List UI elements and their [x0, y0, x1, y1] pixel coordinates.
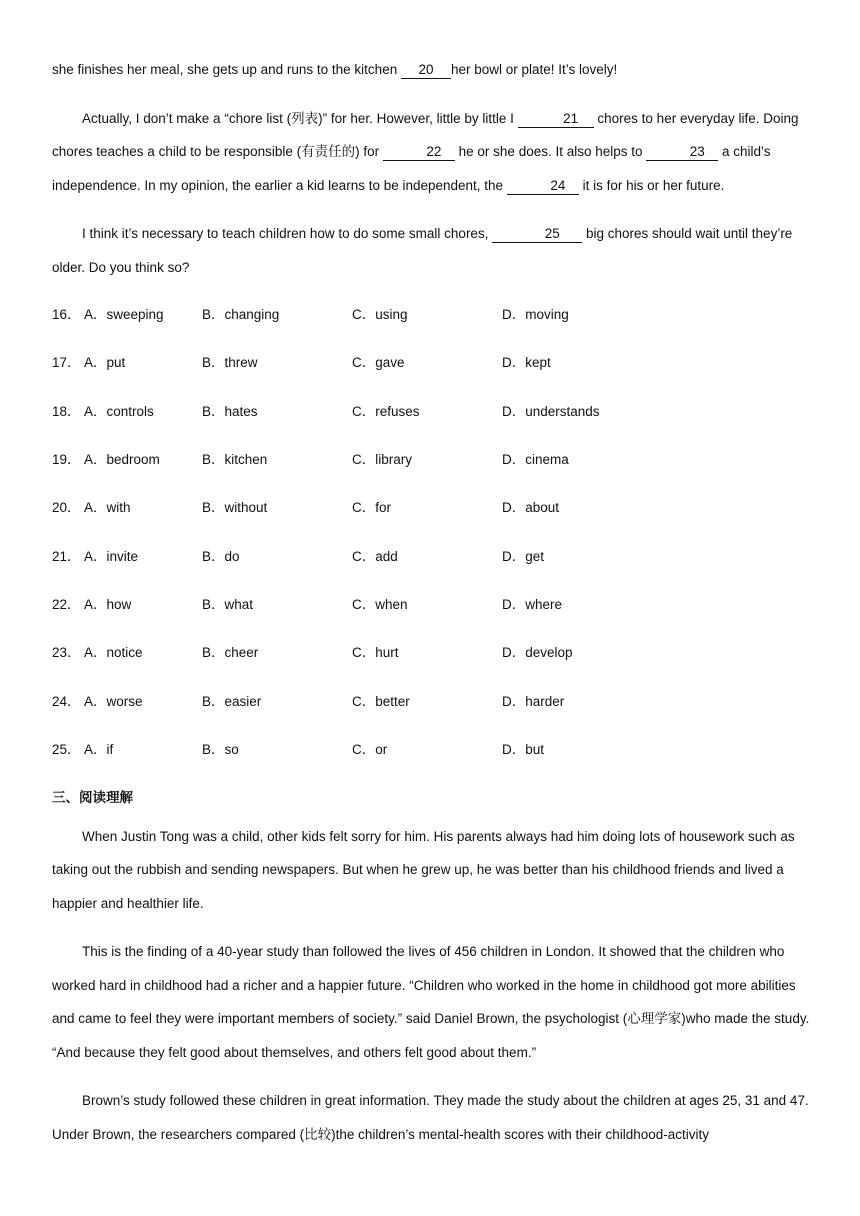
option-a: A．if	[84, 741, 114, 757]
option-a: A．with	[84, 500, 131, 516]
question-number: 21．	[52, 548, 81, 564]
cloze-paragraph-1: she finishes her meal, she gets up and runs to the kitchen 20 her bowl or plate! It’s lovely!	[52, 62, 618, 77]
option-a: A．worse	[84, 693, 143, 709]
option-b: B．so	[202, 741, 239, 757]
option-d: D．but	[502, 741, 545, 757]
option-b: B．what	[202, 596, 254, 612]
document-page	[52, 0, 812, 1151]
question-row	[52, 530, 812, 578]
question-row	[52, 675, 812, 723]
option-a: A．invite	[84, 548, 139, 564]
section-title: 三、阅读理解	[52, 789, 133, 805]
question-row	[52, 627, 812, 675]
option-a: A．sweeping	[84, 307, 164, 323]
question-number: 18．	[52, 403, 81, 419]
option-a: A．bedroom	[84, 452, 160, 468]
option-a: A．put	[84, 355, 126, 371]
option-c: C．library	[352, 452, 413, 468]
option-a: A．notice	[84, 645, 143, 661]
blank-21: 21	[518, 110, 594, 128]
question-row	[52, 337, 812, 385]
option-a: A．controls	[84, 403, 154, 419]
question-number: 16．	[52, 307, 81, 323]
option-c: C．for	[352, 500, 392, 516]
option-c: C．gave	[352, 355, 405, 371]
reading-paragraph-1: When Justin Tong was a child, other kids felt sorry for him. His parents always had him doing lots of housework such as taking out the rubbish and sending newspapers. But when he grew up, he was better than his childhood friends and lived a happier and healthier life.	[52, 828, 795, 911]
option-c: C．better	[352, 693, 410, 709]
question-number: 20．	[52, 500, 81, 516]
cloze-paragraph-3: I think it’s necessary to teach children how to do some small chores, 25 big chores should wait until they’re older. Do you think so?	[52, 226, 793, 275]
option-d: D．harder	[502, 693, 565, 709]
option-d: D．cinema	[502, 452, 569, 468]
blank-25: 25	[492, 225, 582, 243]
question-row	[52, 386, 812, 434]
question-row	[52, 434, 812, 482]
question-number: 24．	[52, 693, 81, 709]
option-c: C．hurt	[352, 645, 399, 661]
question-row	[52, 724, 812, 772]
option-b: B．changing	[202, 307, 280, 323]
option-c: C．using	[352, 307, 408, 323]
question-options	[52, 289, 812, 772]
question-number: 19．	[52, 452, 81, 468]
blank-24: 24	[507, 177, 579, 195]
question-number: 23．	[52, 645, 81, 661]
blank-20: 20	[401, 61, 451, 79]
option-d: D．understands	[502, 403, 600, 419]
question-row	[52, 482, 812, 530]
option-d: D．moving	[502, 307, 569, 323]
option-d: D．kept	[502, 355, 551, 371]
option-b: B．without	[202, 500, 268, 516]
question-number: 22．	[52, 596, 81, 612]
option-d: D．about	[502, 500, 560, 516]
reading-paragraph-2: This is the finding of a 40-year study than followed the lives of 456 children in London. It showed that the children who worked hard in childhood had a richer and a happier future. “Children who worked in the home in childhood got more abilities and came to feel they were important members of society.” said Daniel Brown, the psychologist (心理学家)who made the study. “And because they felt good about themselves, and others felt good about them.”	[52, 944, 810, 1060]
option-d: D．get	[502, 548, 545, 564]
question-row	[52, 289, 812, 337]
option-b: B．threw	[202, 355, 258, 371]
option-b: B．cheer	[202, 645, 259, 661]
option-c: C．refuses	[352, 403, 420, 419]
blank-23: 23	[646, 143, 718, 161]
reading-paragraph-3: Brown’s study followed these children in great information. They made the study about the children at ages 25, 31 and 47. Under Brown, the researchers compared (比较)the children’s mental-health scores with their childhood-activity	[52, 1093, 809, 1142]
cloze-paragraph-2: Actually, I don’t make a “chore list (列表)” for her. However, little by little I 21 chores to her everyday life. Doing chores teaches a child to be responsible (有责任的) for 22 he or she does. It also helps to 23 a child’s independence. In my opinion, the earlier a kid learns to be independent, the 24 it is for his or her future.	[52, 110, 799, 193]
question-row	[52, 579, 812, 627]
option-b: B．hates	[202, 403, 258, 419]
option-a: A．how	[84, 596, 132, 612]
question-number: 17．	[52, 355, 81, 371]
question-number: 25．	[52, 741, 81, 757]
option-c: C．or	[352, 741, 388, 757]
blank-22: 22	[383, 143, 455, 161]
option-d: D．where	[502, 596, 563, 612]
option-b: B．easier	[202, 693, 262, 709]
option-c: C．add	[352, 548, 398, 564]
option-c: C．when	[352, 596, 408, 612]
option-d: D．develop	[502, 645, 573, 661]
option-b: B．do	[202, 548, 240, 564]
option-b: B．kitchen	[202, 452, 268, 468]
